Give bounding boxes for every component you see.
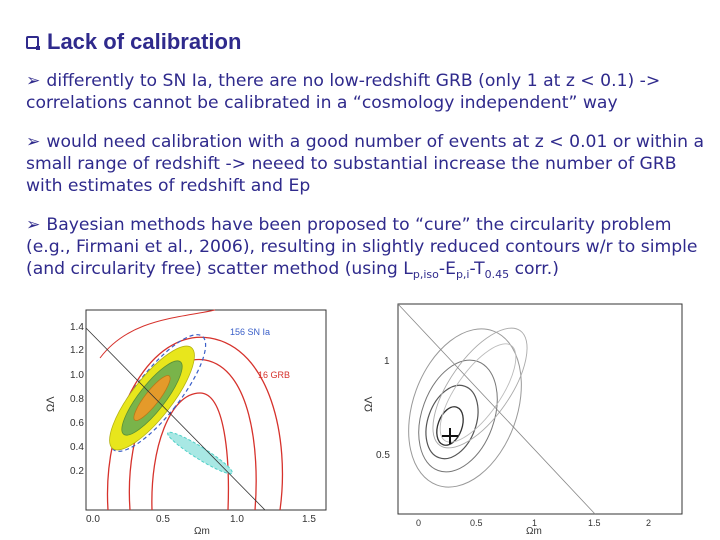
right-contour-plot — [360, 298, 690, 534]
x-axis-label: Ωm — [194, 526, 210, 534]
y-tick: 0.4 — [70, 442, 84, 453]
slide-title — [26, 29, 241, 55]
y-tick: 1 — [384, 356, 390, 367]
left-contour-plot — [40, 298, 340, 534]
x-tick: 1.0 — [230, 514, 244, 525]
left-contour-figure — [40, 298, 340, 534]
y-tick: 0.8 — [70, 394, 84, 405]
bullet-text-3-mid1: -E — [438, 259, 456, 279]
sn-label: 156 SN Ia — [230, 327, 271, 337]
right-contour-figure — [360, 298, 690, 534]
x-tick: 1.5 — [302, 514, 316, 525]
bullet-text-3: Bayesian methods have been proposed to “cure” the circularity problem (e.g., Firmani et al., 2006), resulting in slightly reduced contours w/r to simple (and circularity free) scatter method (using L — [26, 215, 698, 279]
y-tick: 1.2 — [70, 345, 84, 356]
bullet-item-2 — [26, 131, 706, 197]
x-axis-label: Ωm — [526, 526, 542, 534]
bullet-item-3 — [26, 214, 706, 286]
bullet-text-3-suffix: corr.) — [509, 259, 559, 279]
x-tick: 2 — [646, 518, 652, 528]
y-tick: 1.0 — [70, 370, 84, 381]
x-tick: 0.0 — [86, 514, 100, 525]
arrow-bullet-icon: ➢ — [26, 71, 41, 91]
slide-title-text: Lack of calibration — [47, 29, 242, 54]
arrow-bullet-icon: ➢ — [26, 215, 41, 235]
y-axis-label: ΩΛ — [45, 396, 57, 412]
bullet-text-3-mid2: -T — [469, 259, 485, 279]
y-tick: 1.4 — [70, 322, 84, 333]
y-tick: 0.5 — [376, 450, 390, 461]
x-tick: 1 — [532, 518, 538, 528]
subscript-piso: p,iso — [412, 268, 439, 281]
bullet-text-1: differently to SN Ia, there are no low-redshift GRB (only 1 at z < 0.1) -> correlations cannot be calibrated in a “cosmology independent” way — [26, 71, 661, 113]
arrow-bullet-icon: ➢ — [26, 132, 41, 152]
y-axis-label: ΩΛ — [363, 396, 375, 412]
plot-frame — [398, 304, 682, 514]
bullet-text-2: would need calibration with a good number of events at z < 0.01 or within a small range of redshift -> neeed to substantial increase the number of GRB with estimates of redshift and Ep — [26, 132, 705, 196]
checkbox-bullet-icon — [26, 36, 39, 49]
x-tick: 0.5 — [470, 518, 483, 528]
subscript-045: 0.45 — [484, 268, 510, 281]
grb-label: 16 GRB — [258, 370, 291, 380]
bullet-item-1 — [26, 70, 706, 114]
x-tick: 1.5 — [588, 518, 601, 528]
x-tick: 0.5 — [156, 514, 170, 525]
y-tick: 0.2 — [70, 466, 84, 477]
x-tick: 0 — [416, 518, 422, 528]
subscript-pi: p,i — [455, 268, 470, 281]
y-tick: 0.6 — [70, 418, 84, 429]
